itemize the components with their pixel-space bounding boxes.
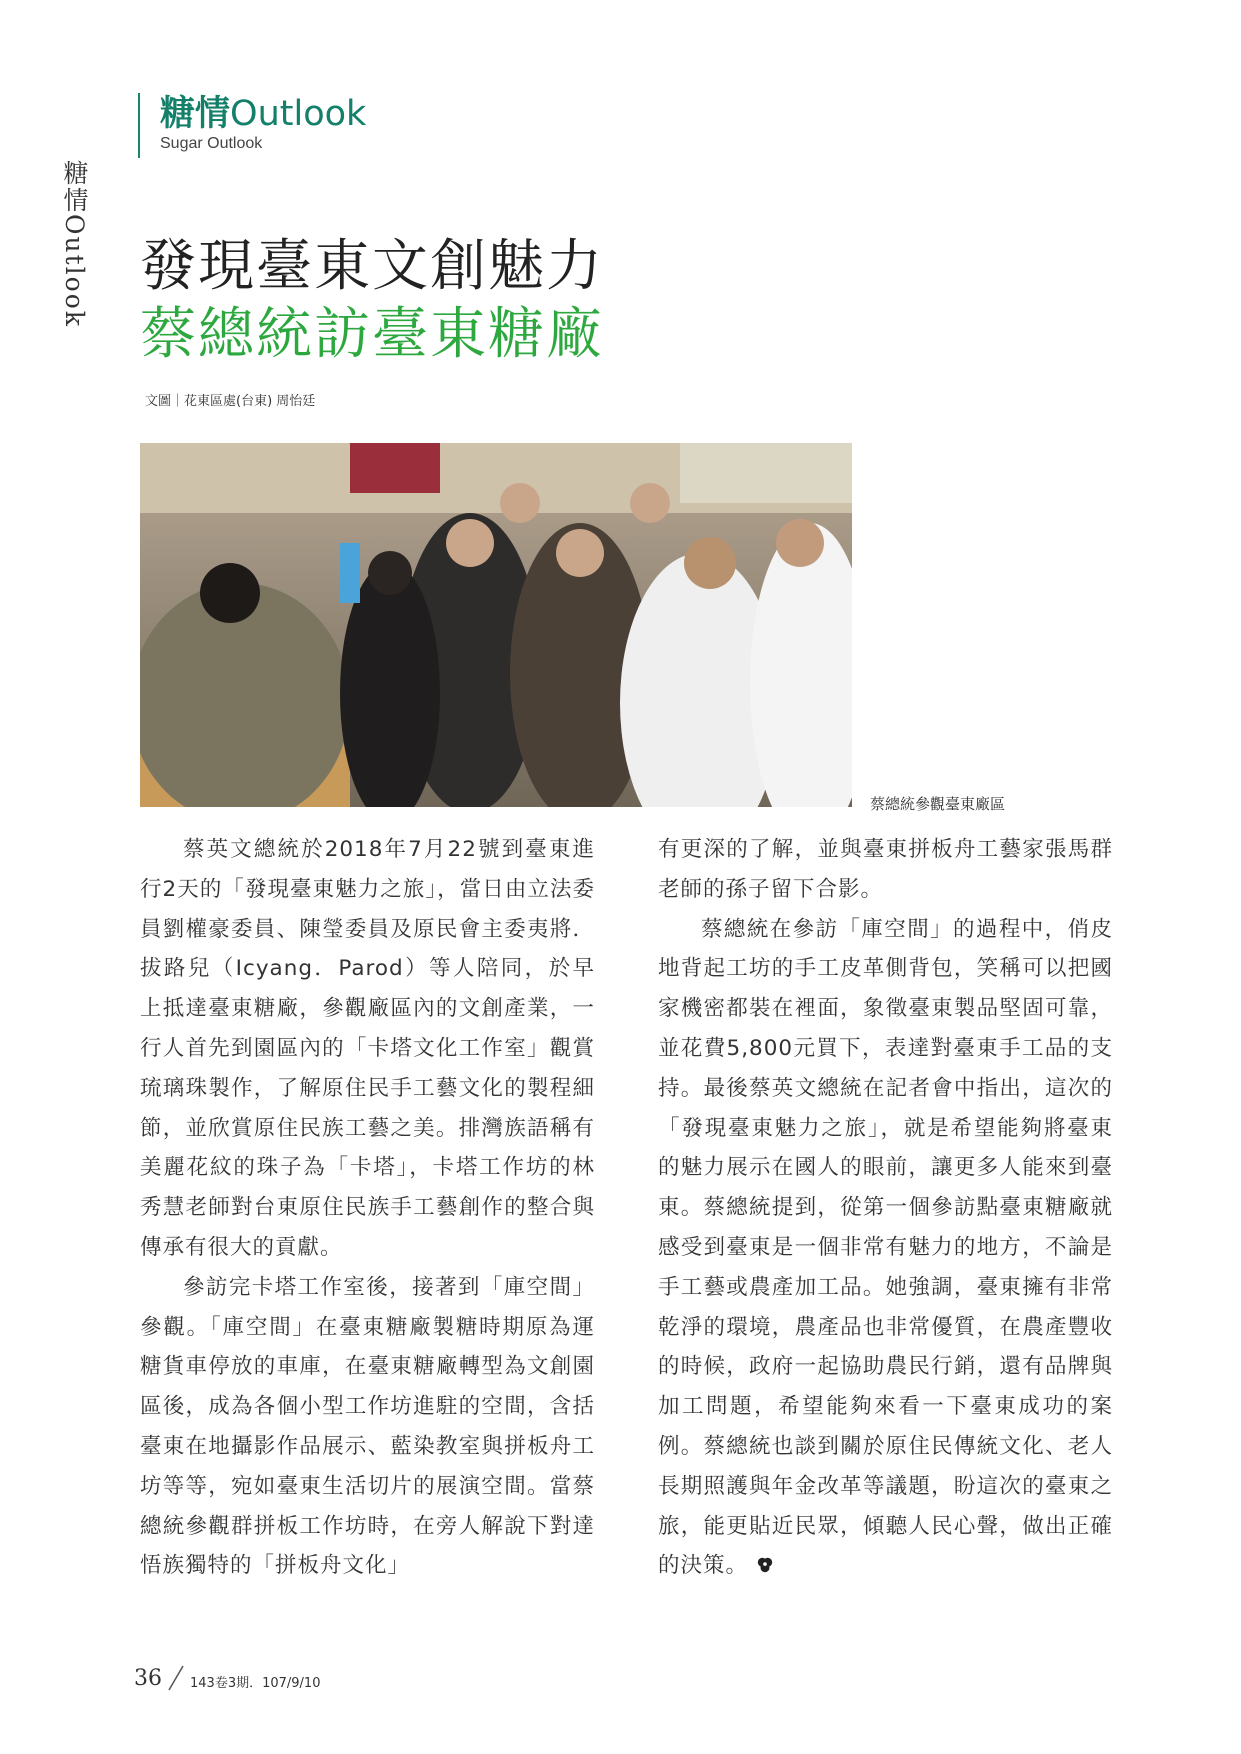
byline: 文圖｜花東區處(台東) 周怡廷 — [145, 394, 316, 409]
photo-caption: 蔡總統參觀臺東廠區 — [870, 795, 1006, 813]
body-paragraph: 蔡英文總統於2018年7月22號到臺東進行2天的「發現臺東魅力之旅」，當日由立法委員劉權豪委員、陳瑩委員及原民會主委夷將．拔路兒（Icyang．Parod）等人陪同，於早上抵達臺東糖廠，參觀廠區內的文創產業，一行人首先到園區內的「卡塔文化工作室」觀賞琉璃珠製作，了解原住民手工藝文化的製程細節，並欣賞原住民族工藝之美。排灣族語稱有美麗花紋的珠子為「卡塔」，卡塔工作坊的林秀慧老師對台東原住民族手工藝創作的整合與傳承有很大的貢獻。 — [140, 837, 595, 1260]
section-title-zh: 糖情 — [160, 94, 231, 134]
article-title: 發現臺東文創魅力 — [140, 234, 604, 299]
end-mark-icon — [756, 1556, 774, 1574]
section-subtitle: Sugar Outlook — [160, 135, 263, 152]
side-section-label: 糖情Outlook — [60, 160, 89, 328]
article-subtitle: 蔡總統訪臺東糖廠 — [140, 302, 604, 367]
body-paragraph: 有更深的了解，並與臺東拼板舟工藝家張馬群老師的孫子留下合影。 — [658, 837, 1113, 902]
article-photo — [140, 443, 852, 807]
body-paragraph — [658, 910, 1113, 1587]
section-header — [138, 93, 366, 158]
section-title-en: Outlook — [230, 94, 367, 134]
photo-illustration — [140, 443, 852, 807]
body-column-right — [658, 830, 1113, 1586]
page-number: 36 — [134, 1666, 162, 1691]
page-footer — [134, 1665, 320, 1691]
body-paragraph-text: 蔡總統在參訪「庫空間」的過程中，俏皮地背起工坊的手工皮革側背包，笑稱可以把國家機密都裝在裡面，象徵臺東製品堅固可靠，並花費5,800元買下，表達對臺東手工品的支持。最後蔡英文總統在記者會中指出，這次的「發現臺東魅力之旅」，就是希望能夠將臺東的魅力展示在國人的眼前，讓更多人能來到臺東。蔡總統提到，從第一個參訪點臺東糖廠就感受到臺東是一個非常有魅力的地方，不論是手工藝或農產加工品。她強調，臺東擁有非常乾淨的環境，農產品也非常優質，在農產豐收的時候，政府一起協助農民行銷，還有品牌與加工問題，希望能夠來看一下臺東成功的案例。蔡總統也談到關於原住民傳統文化、老人長期照護與年金改革等議題，盼這次的臺東之旅，能更貼近民眾，傾聽人民心聲，做出正確的決策。 — [658, 916, 1113, 1579]
issue-info: 143卷3期．107/9/10 — [190, 1676, 321, 1691]
body-paragraph: 參訪完卡塔工作室後，接著到「庫空間」參觀。「庫空間」在臺東糖廠製糖時期原為運糖貨車停放的車庫，在臺東糖廠轉型為文創園區後，成為各個小型工作坊進駐的空間，含括臺東在地攝影作品展示、藍染教室與拼板舟工坊等等，宛如臺東生活切片的展演空間。當蔡總統參觀群拼板工作坊時，在旁人解說下對達悟族獨特的「拼板舟文化」 — [140, 1274, 595, 1579]
body-column-left — [140, 830, 595, 1586]
slash-divider-icon — [168, 1665, 184, 1691]
